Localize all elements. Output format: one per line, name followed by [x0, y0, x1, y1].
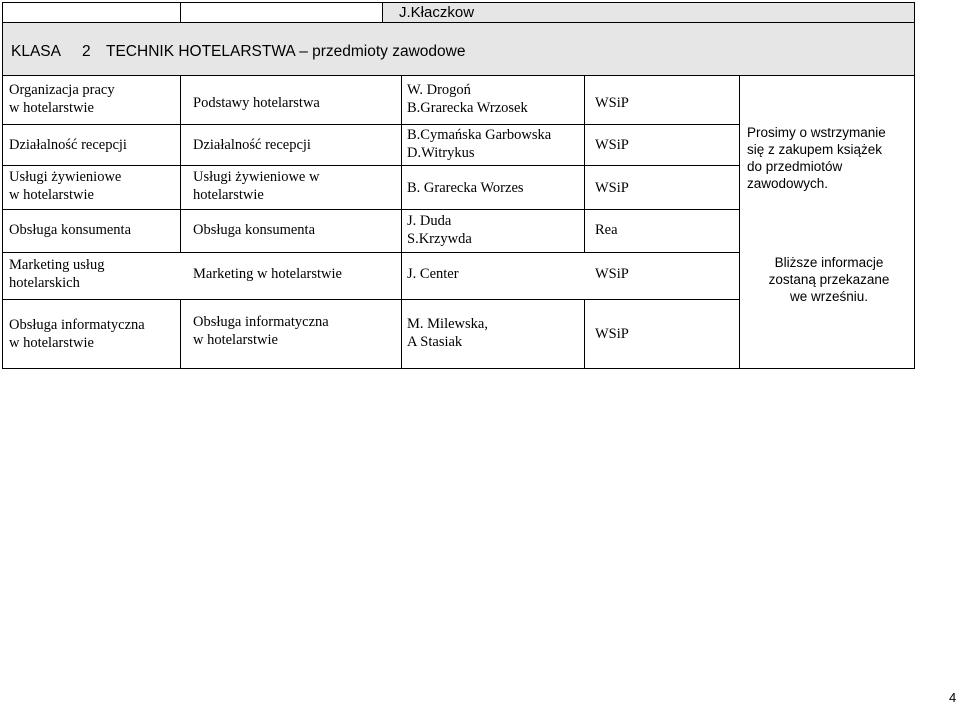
note-line: zostaną przekazane: [768, 272, 890, 288]
authors-cell: [407, 179, 524, 197]
book-cell: [193, 265, 342, 283]
column-divider: [180, 75, 181, 252]
subject-line: w hotelarstwie: [9, 335, 94, 352]
book-cell: [193, 221, 315, 239]
book-title-line: Usługi żywieniowe w: [193, 169, 320, 185]
subject-line: w hotelarstwie: [9, 100, 94, 117]
subject-line: Organizacja pracy: [9, 82, 115, 98]
book-cell: [193, 136, 311, 154]
book-title-line: Obsługa informatyczna: [193, 314, 329, 330]
column-divider: [584, 299, 585, 368]
textbook-table: [2, 2, 915, 369]
authors-cell: [407, 212, 472, 248]
author-line: J. Duda: [407, 213, 452, 229]
purchase-note: [747, 124, 886, 193]
author-header: J.Kłaczkow: [399, 4, 475, 21]
note-line: Bliższe informacje: [774, 255, 884, 270]
column-divider: [180, 3, 181, 22]
note-line: się z zakupem książek: [747, 142, 883, 158]
subject-cell: [9, 136, 127, 154]
book-title-line: Obsługa konsumenta: [193, 222, 316, 238]
note-line: Prosimy o wstrzymanie: [747, 125, 886, 140]
subject-cell: [9, 221, 131, 239]
subject-line: w hotelarstwie: [9, 187, 94, 204]
note-line: we wrześniu.: [789, 289, 869, 305]
row-divider: [3, 75, 914, 76]
subject-line: Usługi żywieniowe: [9, 169, 122, 185]
publisher-cell: WSiP: [595, 326, 629, 342]
subject-line: Obsługa informatyczna: [9, 317, 145, 333]
subject-cell: [9, 256, 104, 292]
author-line: B. Grarecka Worzes: [407, 180, 524, 196]
class-label: KLASA: [11, 43, 61, 60]
publisher-cell: WSiP: [595, 266, 629, 282]
row-divider: [3, 165, 739, 166]
author-line: B.Grarecka Wrzosek: [407, 100, 528, 117]
author-line: S.Krzywda: [407, 231, 472, 248]
column-divider: [739, 75, 740, 368]
column-divider: [584, 75, 585, 252]
publisher-cell: WSiP: [595, 137, 629, 153]
authors-cell: [407, 265, 459, 283]
author-line: M. Milewska,: [407, 316, 488, 332]
row-divider: [3, 209, 739, 210]
publisher-cell: WSiP: [595, 180, 629, 196]
author-line: A Stasiak: [407, 334, 463, 351]
publisher-cell: WSiP: [595, 95, 629, 111]
subject-line: Działalność recepcji: [9, 137, 127, 153]
subject-cell: [9, 316, 145, 352]
authors-cell: [407, 315, 488, 351]
book-cell: [193, 168, 319, 204]
book-title-line: w hotelarstwie: [193, 332, 278, 349]
row-divider: [3, 124, 739, 125]
author-line: W. Drogoń: [407, 82, 471, 98]
book-cell: [193, 94, 320, 112]
subject-line: hotelarskich: [9, 275, 80, 292]
book-title-line: hotelarstwie: [193, 187, 264, 204]
book-title-line: Podstawy hotelarstwa: [193, 95, 320, 111]
row-divider: [3, 299, 739, 300]
author-line: B.Cymańska Garbowska: [407, 127, 552, 143]
subject-line: Obsługa konsumenta: [9, 222, 132, 238]
author-line: D.Witrykus: [407, 145, 475, 162]
subject-cell: [9, 168, 121, 204]
book-cell: [193, 313, 329, 349]
row-divider: [3, 252, 739, 253]
subject-line: Marketing usług: [9, 257, 105, 273]
info-note: [747, 254, 911, 305]
subject-cell: [9, 81, 115, 117]
authors-cell: [407, 126, 551, 162]
page-number: 4: [949, 690, 957, 705]
section-title: TECHNIK HOTELARSTWA – przedmioty zawodowe: [106, 43, 466, 60]
book-title-line: Działalność recepcji: [193, 137, 311, 153]
column-divider: [180, 299, 181, 368]
column-divider: [401, 75, 402, 368]
author-line: J. Center: [407, 266, 459, 282]
publisher-cell: Rea: [595, 222, 618, 238]
authors-cell: [407, 81, 528, 117]
note-line: do przedmiotów: [747, 159, 843, 175]
book-title-line: Marketing w hotelarstwie: [193, 266, 342, 282]
note-line: zawodowych.: [747, 176, 829, 192]
column-divider: [382, 3, 383, 22]
class-number: 2: [82, 43, 91, 60]
